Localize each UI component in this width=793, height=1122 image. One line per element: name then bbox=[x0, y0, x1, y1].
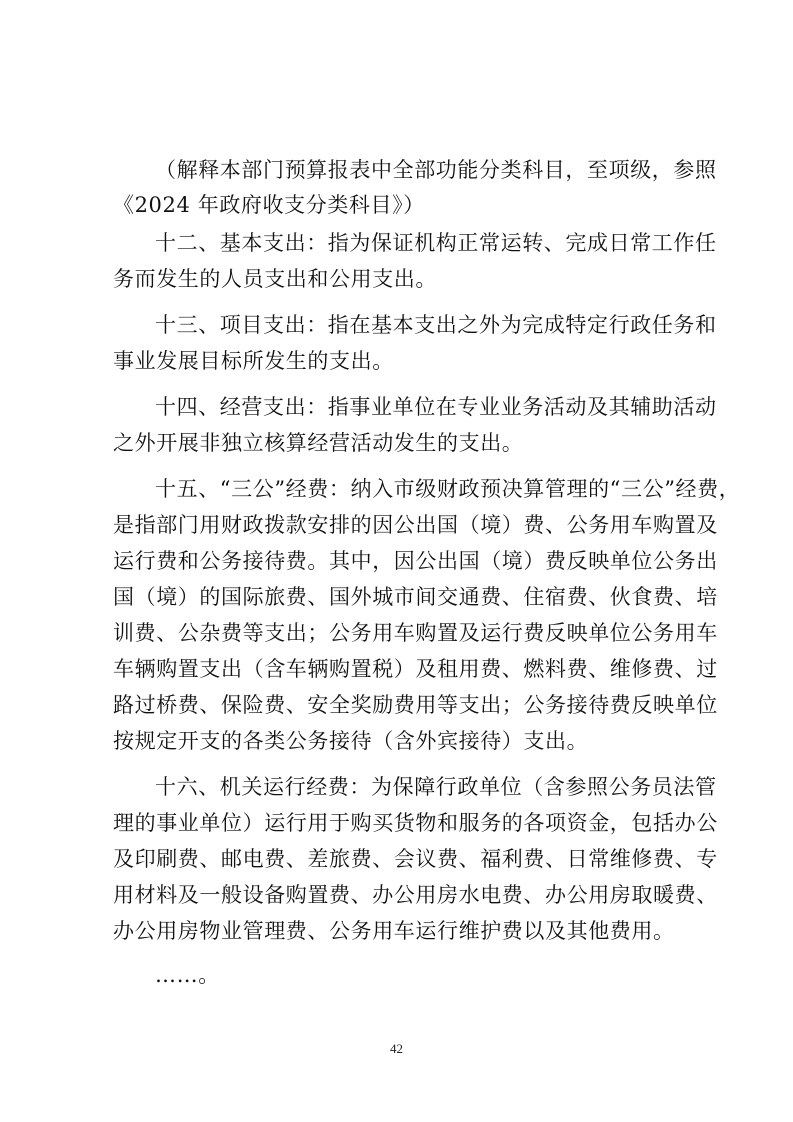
paragraph-line: 用材料及一般设备购置费、办公用房水电费、办公用房取暖费、 bbox=[113, 883, 718, 907]
paragraph-line: 务而发生的人员支出和公用支出。 bbox=[113, 267, 437, 291]
paragraph-line: 十二、基本支出：指为保证机构正常运转、完成日常工作任 bbox=[155, 231, 717, 255]
paragraph-line: 按规定开支的各类公务接待（含外宾接待）支出。 bbox=[113, 729, 589, 753]
paragraph-line: 十四、经营支出：指事业单位在专业业务活动及其辅助活动 bbox=[155, 395, 717, 419]
paragraph-line: 十五、“三公”经费：纳入市级财政预决算管理的“三公”经费， bbox=[155, 477, 741, 501]
paragraph-line: 事业发展目标所发生的支出。 bbox=[113, 349, 394, 373]
paragraph-line: 之外开展非独立核算经营活动发生的支出。 bbox=[113, 431, 524, 455]
paragraph-line: 是指部门用财政拨款安排的因公出国（境）费、公务用车购置及 bbox=[113, 513, 718, 537]
page-number: 42 bbox=[390, 1041, 403, 1056]
paragraph-line: 十六、机关运行经费：为保障行政单位（含参照公务员法管 bbox=[155, 775, 717, 799]
paragraph-line: 训费、公杂费等支出；公务用车购置及运行费反映单位公务用车 bbox=[113, 621, 718, 645]
paragraph-line: （解释本部门预算报表中全部功能分类科目，至项级，参照 bbox=[155, 158, 717, 182]
paragraph-line: 运行费和公务接待费。其中，因公出国（境）费反映单位公务出 bbox=[113, 549, 718, 573]
paragraph-line: 十三、项目支出：指在基本支出之外为完成特定行政任务和 bbox=[155, 313, 717, 337]
paragraph-line: 及印刷费、邮电费、差旅费、会议费、福利费、日常维修费、专 bbox=[113, 847, 718, 871]
ellipsis-line: ……。 bbox=[155, 963, 220, 987]
paragraph-line: 国（境）的国际旅费、国外城市间交通费、住宿费、伙食费、培 bbox=[113, 585, 718, 609]
paragraph-line: 路过桥费、保险费、安全奖励费用等支出；公务接待费反映单位 bbox=[113, 693, 718, 717]
paragraph-line: 办公用房物业管理费、公务用车运行维护费以及其他费用。 bbox=[113, 919, 675, 943]
paragraph-line: 《2024 年政府收支分类科目》） bbox=[113, 193, 425, 217]
paragraph-line: 理的事业单位）运行用于购买货物和服务的各项资金，包括办公 bbox=[113, 811, 718, 835]
paragraph-line: 车辆购置支出（含车辆购置税）及租用费、燃料费、维修费、过 bbox=[113, 657, 718, 681]
